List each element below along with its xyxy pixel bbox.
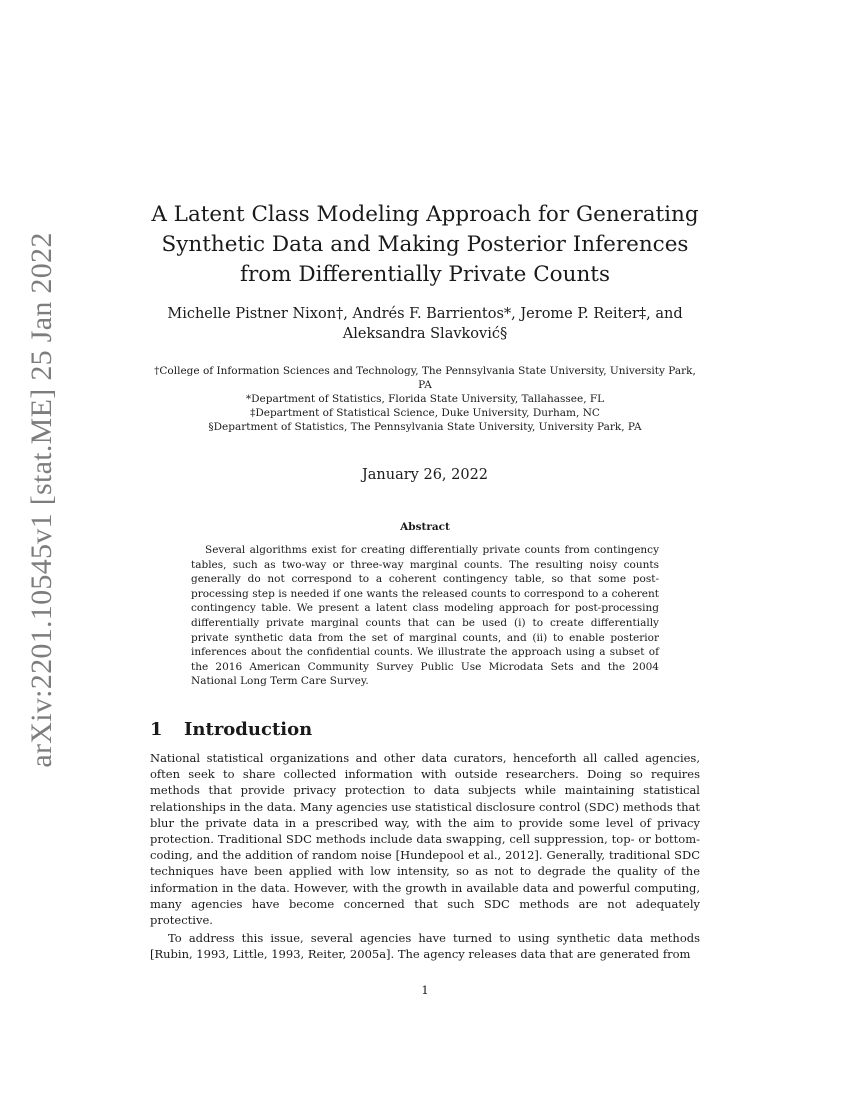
affiliation-2: *Department of Statistics, Florida State University, Tallahassee, FL xyxy=(245,393,605,405)
section-number: 1 xyxy=(150,718,163,740)
arxiv-identifier-text: arXiv:2201.10545v1 [stat.ME] 25 Jan 2022 xyxy=(25,232,58,768)
affiliation-list xyxy=(150,364,700,434)
section-heading-introduction xyxy=(150,719,700,740)
paper-page xyxy=(150,200,700,963)
page-number: 1 xyxy=(421,983,429,997)
author-list xyxy=(150,304,700,344)
affiliation-3: ‡Department of Statistical Science, Duke University, Durham, NC xyxy=(250,407,600,419)
affiliation-1: †College of Information Sciences and Technology, The Pennsylvania State University, University Park, PA xyxy=(154,365,696,391)
authors-line-1: Michelle Pistner Nixon†, Andrés F. Barrientos*, Jerome P. Reiter‡, and xyxy=(167,306,683,322)
paper-title: A Latent Class Modeling Approach for Generating Synthetic Data and Making Posterior Inferences from Differentially Private Counts xyxy=(151,202,699,287)
affiliation-4: §Department of Statistics, The Pennsylvania State University, University Park, PA xyxy=(208,421,642,433)
section-title: Introduction xyxy=(184,718,313,740)
authors-line-2: Aleksandra Slavković§ xyxy=(342,326,508,342)
arxiv-identifier-stamp xyxy=(12,160,72,840)
abstract-text: Several algorithms exist for creating differentially private counts from contingency tables, such as two-way or three-way marginal counts. The resulting noisy counts generally do not correspond to a coherent contingency table, so that some post-processing step is needed if one wants the released counts to correspond to a coherent contingency table. We present a latent class modeling approach for post-processing differentially private marginal counts that can be used (i) to create differentially private synthetic data from the set of marginal counts, and (ii) to enable posterior inferences about the confidential counts. We illustrate the approach using a subset of the 2016 American Community Survey Public Use Microdata Sets and the 2004 National Long Term Care Survey. xyxy=(191,544,659,688)
abstract-heading: Abstract xyxy=(400,521,450,533)
body-paragraph-1: National statistical organizations and other data curators, henceforth all called agencies, often seek to share collected information with outside researchers. Doing so requires methods that provide privacy protection to data subjects while maintaining statistical relationships in the data. Many agencies use statistical disclosure control (SDC) methods that blur the private data in a prescribed way, with the aim to provide some level of privacy protection. Traditional SDC methods include data swapping, cell suppression, top- or bottom- coding, and the addition of random noise [Hundepool et al., 2012]. Generally, traditional SDC techniques have been applied with low intensity, so as not to degrade the quality of the information in the data. However, with the growth in available data and powerful computing, many agencies have become concerned that such SDC methods are not adequately protective. xyxy=(150,750,700,927)
paper-date: January 26, 2022 xyxy=(361,467,489,483)
body-paragraph-2: To address this issue, several agencies have turned to using synthetic data methods [Rubin, 1993, Little, 1993, Reiter, 2005a]. The agency releases data that are generated from xyxy=(150,931,700,962)
